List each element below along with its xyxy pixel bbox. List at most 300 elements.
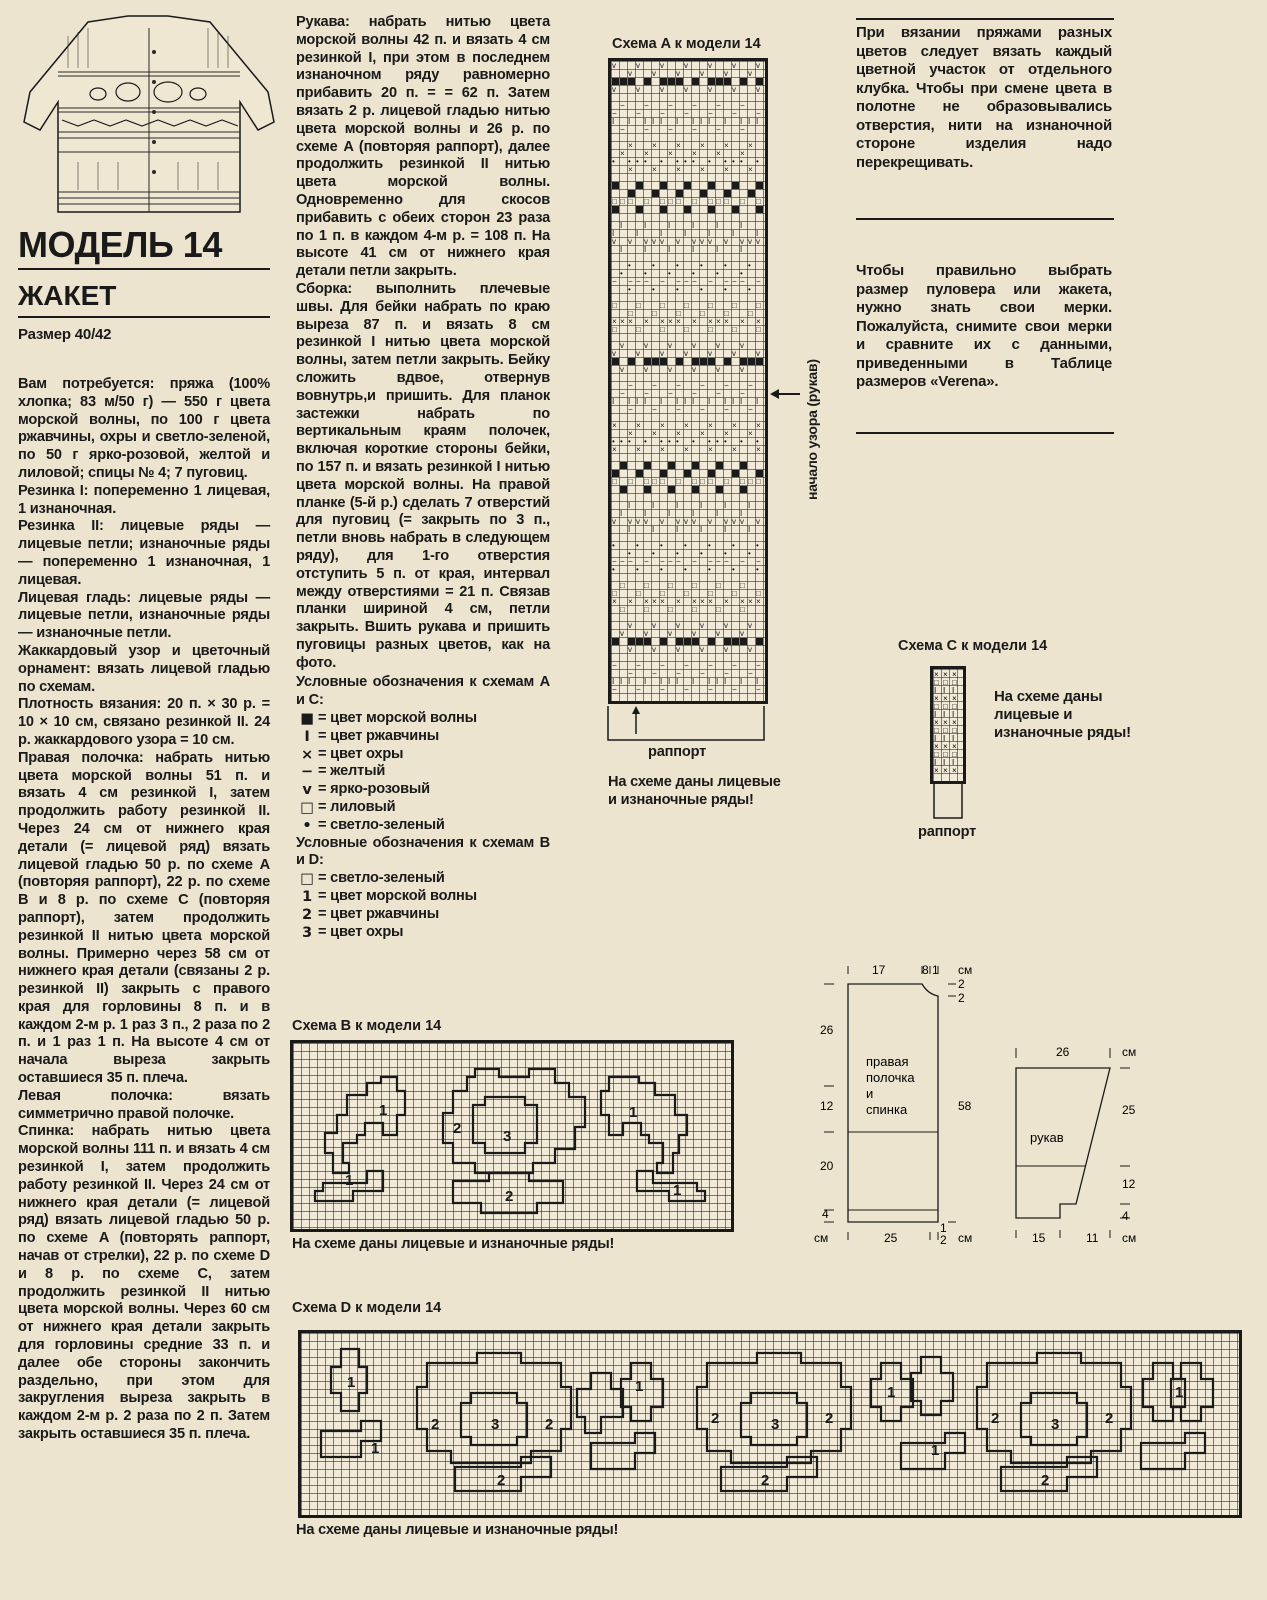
- chart-c-stitch: I: [934, 758, 937, 767]
- chart-a-stitch: ×: [724, 317, 729, 326]
- chart-a-stitch: −: [612, 277, 617, 286]
- chart-a-stitch: v: [700, 621, 704, 630]
- chart-a-stitch: −: [668, 557, 673, 566]
- chart-a-stitch: −: [644, 277, 649, 286]
- chart-a-stitch: I: [676, 501, 679, 510]
- legend-ac-symbol: v: [302, 781, 312, 799]
- chart-a-stitch: [652, 190, 659, 197]
- chart-a-stitch: •: [652, 549, 655, 558]
- chart-c-stitch: ×: [952, 718, 957, 727]
- chart-a-stitch: v: [652, 237, 656, 246]
- chart-a-stitch: □: [620, 581, 625, 590]
- chart-a-stitch: v: [636, 61, 640, 70]
- chart-a-stitch: v: [612, 85, 616, 94]
- chart-a-stitch: ×: [628, 165, 633, 174]
- chart-a-stitch: [668, 78, 675, 85]
- chart-a-stitch: •: [612, 437, 615, 446]
- chart-a-stitch: [684, 470, 691, 477]
- chart-a-stitch: v: [660, 61, 664, 70]
- chart-a-stitch: I: [676, 397, 679, 406]
- chart-a-stitch: □: [732, 589, 737, 598]
- chart-a-stitch: □: [732, 325, 737, 334]
- chart-a-stitch: I: [708, 677, 711, 686]
- chart-a-stitch: •: [740, 157, 743, 166]
- chart-a-stitch: v: [708, 85, 712, 94]
- chart-a-stitch: [636, 182, 643, 189]
- svg-text:1: 1: [347, 1374, 356, 1391]
- chart-a-stitch: −: [644, 557, 649, 566]
- chart-a-stitch: v: [748, 237, 752, 246]
- chart-a-stitch: −: [708, 661, 713, 670]
- chart-a-stitch: I: [748, 525, 751, 534]
- chart-a-stitch: v: [732, 61, 736, 70]
- chart-a-stitch: ×: [732, 445, 737, 454]
- chart-a-stitch: ×: [708, 597, 713, 606]
- chart-a-stitch: [716, 486, 723, 493]
- chart-a-stitch: −: [724, 381, 729, 390]
- chart-a-stitch: •: [676, 437, 679, 446]
- chart-c-stitch: □: [952, 750, 957, 759]
- chart-a-stitch: v: [692, 629, 696, 638]
- chart-a-stitch: I: [628, 117, 631, 126]
- svg-text:см: см: [1122, 1045, 1137, 1059]
- chart-a-stitch: □: [628, 197, 633, 206]
- chart-a-stitch: •: [732, 565, 735, 574]
- legend-bd-item: [296, 924, 550, 942]
- chart-a-stitch: −: [660, 661, 665, 670]
- chart-a-stitch: v: [716, 629, 720, 638]
- chart-a-stitch: −: [676, 557, 681, 566]
- chart-a-stitch: ×: [724, 141, 729, 150]
- chart-a-stitch: I: [668, 509, 671, 518]
- chart-a-stitch: [740, 78, 747, 85]
- svg-text:2: 2: [958, 991, 965, 1005]
- legend-ac-item: [296, 817, 550, 835]
- svg-text:2: 2: [711, 1410, 720, 1427]
- chart-a-stitch: [660, 78, 667, 85]
- chart-a-stitch: •: [644, 157, 647, 166]
- chart-a-stitch: [676, 190, 683, 197]
- chart-a-stitch: [660, 182, 667, 189]
- svg-text:спинка: спинка: [866, 1102, 908, 1117]
- svg-text:2: 2: [545, 1416, 554, 1433]
- chart-a-stitch: −: [732, 277, 737, 286]
- chart-a-stitch: I: [700, 525, 703, 534]
- chart-a-stitch: v: [676, 645, 680, 654]
- chart-a-stitch: v: [628, 645, 632, 654]
- chart-a-stitch: I: [652, 501, 655, 510]
- chart-a-stitch: •: [668, 269, 671, 278]
- chart-a-stitch: I: [740, 221, 743, 230]
- chart-a-stitch: v: [636, 85, 640, 94]
- garment-rule: [18, 316, 270, 318]
- chart-a-stitch: •: [684, 565, 687, 574]
- chart-a-stitch: □: [644, 605, 649, 614]
- chart-a-stitch: −: [636, 685, 641, 694]
- chart-a-stitch: I: [620, 245, 623, 254]
- svg-text:4: 4: [822, 1207, 829, 1221]
- chart-a-stitch: •: [716, 437, 719, 446]
- tip1-rule-bottom: [856, 218, 1114, 220]
- chart-a-stitch: −: [692, 277, 697, 286]
- chart-a-stitch: v: [660, 517, 664, 526]
- chart-a-stitch: I: [692, 221, 695, 230]
- svg-text:2: 2: [1105, 1410, 1114, 1427]
- pattern-sleeve: [996, 1040, 1158, 1260]
- svg-text:20: 20: [820, 1159, 834, 1173]
- chart-a-stitch: v: [668, 365, 672, 374]
- chart-a-stitch: −: [620, 389, 625, 398]
- chart-a-stitch: •: [700, 285, 703, 294]
- chart-a-stitch: ×: [676, 429, 681, 438]
- schema-a-repeat: раппорт: [648, 744, 707, 760]
- chart-a-stitch: −: [628, 669, 633, 678]
- chart-c-stitch: ×: [934, 742, 939, 751]
- chart-a-stitch: ×: [716, 317, 721, 326]
- svg-text:4: 4: [1122, 1209, 1129, 1223]
- legend-ac-symbol: •: [302, 816, 312, 834]
- legend-ac-text: = цвет ржавчины: [318, 727, 439, 744]
- chart-a-stitch: ×: [676, 597, 681, 606]
- chart-a-stitch: I: [756, 677, 759, 686]
- chart-a-stitch: ×: [732, 421, 737, 430]
- chart-a-stitch: [612, 182, 619, 189]
- chart-a-stitch: I: [756, 117, 759, 126]
- chart-a-stitch: v: [628, 69, 632, 78]
- legend-ac-item: [296, 781, 550, 799]
- chart-a-stitch: •: [756, 437, 759, 446]
- chart-a-stitch: [740, 638, 747, 645]
- svg-text:25: 25: [1122, 1103, 1136, 1117]
- chart-a-stitch: −: [684, 109, 689, 118]
- chart-a-stitch: −: [676, 669, 681, 678]
- chart-a-stitch: •: [676, 157, 679, 166]
- chart-a-stitch: •: [628, 549, 631, 558]
- chart-a-stitch: v: [676, 237, 680, 246]
- chart-a-stitch: •: [724, 157, 727, 166]
- chart-a-stitch: ×: [692, 317, 697, 326]
- chart-a-stitch: □: [676, 197, 681, 206]
- chart-a-stitch: ×: [748, 165, 753, 174]
- chart-a-stitch: [700, 190, 707, 197]
- chart-a-stitch: •: [612, 541, 615, 550]
- chart-a-stitch: [732, 470, 739, 477]
- chart-a-stitch: ×: [692, 149, 697, 158]
- chart-a-stitch: [740, 462, 747, 469]
- chart-a-stitch: •: [644, 269, 647, 278]
- chart-a-stitch: −: [708, 109, 713, 118]
- svg-text:58: 58: [958, 1099, 972, 1113]
- chart-a-stitch: −: [612, 557, 617, 566]
- chart-a-stitch: v: [636, 349, 640, 358]
- chart-a-stitch: I: [724, 501, 727, 510]
- chart-a-stitch: •: [668, 437, 671, 446]
- schema-d-grid: [298, 1330, 1242, 1518]
- chart-a-stitch: □: [692, 197, 697, 206]
- chart-a-stitch: −: [716, 557, 721, 566]
- svg-text:1: 1: [629, 1104, 638, 1121]
- chart-a-stitch: □: [684, 301, 689, 310]
- schema-c-grid: [930, 666, 966, 784]
- chart-c-stitch: ×: [952, 670, 957, 679]
- chart-a-stitch: I: [740, 245, 743, 254]
- legend-ac-text: = лиловый: [318, 799, 396, 816]
- chart-a-stitch: v: [708, 237, 712, 246]
- chart-a-stitch: [756, 638, 763, 645]
- chart-a-stitch: −: [636, 661, 641, 670]
- chart-a-stitch: −: [660, 685, 665, 694]
- chart-a-stitch: ×: [660, 597, 665, 606]
- chart-a-stitch: −: [676, 277, 681, 286]
- chart-a-stitch: ×: [708, 317, 713, 326]
- chart-a-stitch: I: [716, 677, 719, 686]
- chart-a-stitch: [692, 486, 699, 493]
- chart-a-stitch: □: [636, 589, 641, 598]
- chart-a-stitch: •: [732, 541, 735, 550]
- chart-a-stitch: •: [660, 437, 663, 446]
- chart-a-stitch: −: [652, 405, 657, 414]
- chart-a-stitch: ×: [652, 165, 657, 174]
- chart-a-stitch: •: [660, 565, 663, 574]
- chart-c-stitch: ×: [934, 670, 939, 679]
- chart-a-stitch: •: [612, 565, 615, 574]
- svg-text:рукав: рукав: [1030, 1130, 1064, 1145]
- para-right-front: Правая полочка: набрать нитью цвета морской волны 51 п. и вязать 4 см резинкой I, затем продолжить работу резинкой II. Через 24 см от нижнего края детали (= лицевой ряд) вязать лицевой гладью 50 р. по схеме A (повторяя раппорт), 22 р. по схеме B и 8 р. по схеме C (повторяя раппорт), затем продолжить резинкой II нитью цвета морской волны. Примерно через 58 см от нижнего края детали (связаны 2 р. резинкой II) закрыть с правого края для горловины 8 п. и в каждом 2-м р. 1 раз 3 п., 2 раза по 2 п. и 1 раз 1 п. На высоте 4 см от начала выреза закрыть оставшиеся 35 п. плеча.: [18, 749, 270, 1087]
- chart-a-stitch: −: [684, 277, 689, 286]
- chart-a-stitch: [740, 486, 747, 493]
- svg-text:2: 2: [940, 1233, 947, 1247]
- chart-a-stitch: •: [684, 541, 687, 550]
- chart-a-stitch: [612, 358, 619, 365]
- chart-a-stitch: □: [644, 477, 649, 486]
- chart-a-stitch: I: [652, 117, 655, 126]
- chart-a-stitch: v: [756, 85, 760, 94]
- chart-a-stitch: □: [756, 197, 761, 206]
- chart-c-stitch: I: [943, 710, 946, 719]
- chart-a-stitch: v: [620, 365, 624, 374]
- chart-a-stitch: [636, 638, 643, 645]
- chart-a-stitch: ×: [660, 317, 665, 326]
- chart-a-stitch: ×: [652, 429, 657, 438]
- legend-ac-text: = светло-зеленый: [318, 816, 445, 833]
- chart-a-stitch: −: [628, 557, 633, 566]
- chart-a-stitch: ×: [740, 149, 745, 158]
- svg-text:1: 1: [371, 1440, 380, 1457]
- chart-a-stitch: I: [692, 117, 695, 126]
- svg-text:2: 2: [825, 1410, 834, 1427]
- chart-a-stitch: I: [660, 229, 663, 238]
- chart-a-stitch: −: [652, 381, 657, 390]
- chart-a-stitch: [716, 462, 723, 469]
- chart-a-stitch: •: [700, 549, 703, 558]
- chart-a-stitch: I: [716, 221, 719, 230]
- chart-a-stitch: ×: [612, 597, 617, 606]
- chart-a-stitch: v: [748, 645, 752, 654]
- chart-c-stitch: ×: [943, 742, 948, 751]
- chart-a-stitch: □: [700, 477, 705, 486]
- chart-a-stitch: [724, 638, 731, 645]
- chart-a-stitch: •: [684, 157, 687, 166]
- chart-a-stitch: ×: [684, 421, 689, 430]
- chart-a-stitch: I: [620, 509, 623, 518]
- svg-text:2: 2: [505, 1188, 514, 1205]
- legend-bd-text: = цвет морской волны: [318, 888, 477, 905]
- legend-ac-symbol: □: [300, 799, 314, 817]
- chart-a-stitch: v: [700, 69, 704, 78]
- chart-a-stitch: [644, 462, 651, 469]
- legend-ac-item: [296, 746, 550, 764]
- svg-text:2: 2: [1041, 1472, 1050, 1489]
- chart-a-stitch: v: [740, 629, 744, 638]
- chart-a-stitch: I: [692, 397, 695, 406]
- chart-a-stitch: v: [724, 69, 728, 78]
- chart-a-stitch: −: [660, 557, 665, 566]
- chart-a-stitch: •: [676, 549, 679, 558]
- instructions-col2: [296, 14, 550, 941]
- chart-a-stitch: −: [692, 101, 697, 110]
- chart-a-stitch: ×: [748, 141, 753, 150]
- svg-text:полочка: полочка: [866, 1070, 915, 1085]
- svg-text:15: 15: [1032, 1231, 1046, 1245]
- chart-a-stitch: v: [740, 365, 744, 374]
- chart-c-stitch: ×: [952, 694, 957, 703]
- legend-bd-symbol: 3: [302, 923, 312, 941]
- chart-a-stitch: −: [740, 389, 745, 398]
- chart-a-stitch: I: [724, 525, 727, 534]
- chart-a-stitch: [652, 358, 659, 365]
- chart-a-stitch: [628, 638, 635, 645]
- chart-c-stitch: □: [943, 750, 948, 759]
- chart-a-stitch: •: [708, 157, 711, 166]
- svg-text:2: 2: [497, 1472, 506, 1489]
- chart-a-stitch: •: [724, 437, 727, 446]
- chart-a-stitch: [724, 358, 731, 365]
- chart-a-stitch: −: [756, 685, 761, 694]
- chart-a-stitch: [708, 78, 715, 85]
- chart-a-stitch: ×: [668, 149, 673, 158]
- chart-a-stitch: [700, 358, 707, 365]
- model-title: МОДЕЛЬ 14: [18, 224, 222, 265]
- legend-bd-symbol: □: [300, 870, 314, 888]
- chart-c-stitch: ×: [943, 670, 948, 679]
- chart-a-stitch: •: [644, 437, 647, 446]
- tip2: Чтобы правильно выбрать размер пуловера или жакета, нужно знать свои мерки. Пожалуйста, снимите свои мерки и сравните их с данными, приведенными в Таблице размеров «Verena».: [856, 262, 1112, 390]
- chart-a-stitch: □: [620, 605, 625, 614]
- schema-c-repeat: раппорт: [918, 824, 977, 840]
- chart-a-stitch: •: [620, 269, 623, 278]
- chart-a-stitch: •: [628, 261, 631, 270]
- chart-a-stitch: −: [732, 661, 737, 670]
- chart-a-stitch: −: [692, 389, 697, 398]
- schema-c-repeat-bracket: [932, 784, 964, 820]
- chart-a-stitch: □: [692, 605, 697, 614]
- chart-a-stitch: −: [620, 101, 625, 110]
- chart-a-stitch: □: [716, 605, 721, 614]
- chart-a-stitch: •: [740, 269, 743, 278]
- chart-a-stitch: −: [700, 669, 705, 678]
- chart-a-stitch: ×: [756, 317, 761, 326]
- chart-a-stitch: v: [684, 517, 688, 526]
- chart-a-stitch: −: [612, 661, 617, 670]
- chart-a-stitch: v: [660, 237, 664, 246]
- chart-a-stitch: □: [628, 309, 633, 318]
- chart-a-stitch: □: [740, 477, 745, 486]
- chart-a-stitch: [716, 78, 723, 85]
- chart-a-stitch: □: [724, 309, 729, 318]
- chart-a-stitch: •: [740, 437, 743, 446]
- chart-a-stitch: □: [660, 589, 665, 598]
- chart-a-stitch: ×: [700, 429, 705, 438]
- chart-a-stitch: −: [748, 669, 753, 678]
- chart-a-stitch: I: [756, 397, 759, 406]
- chart-a-stitch: v: [724, 645, 728, 654]
- chart-a-stitch: ×: [628, 429, 633, 438]
- chart-a-stitch: −: [700, 381, 705, 390]
- para-sleeves: Рукава: набрать нитью цвета морской волны 42 п. и вязать 4 см резинкой I, при этом в последнем изнаночном ряду равномерно прибавить 20 п. = = 62 п. Затем вязать 2 р. лицевой гладью нитью цвета морской волны и 26 р. по схеме A (повторяя раппорт), далее продолжить резинкой II нитью цвета морской волны. Одновременно для скосов прибавить с обеих сторон 23 раза по 1 п. в каждом 4-м р. = 108 п. На высоте 41 см от нижнего края детали петли закрыть.: [296, 14, 550, 280]
- chart-a-stitch: •: [708, 541, 711, 550]
- chart-a-stitch: v: [660, 349, 664, 358]
- chart-a-stitch: □: [660, 197, 665, 206]
- chart-c-stitch: □: [952, 726, 957, 735]
- chart-a-stitch: v: [740, 237, 744, 246]
- chart-a-stitch: [644, 78, 651, 85]
- chart-a-stitch: I: [612, 117, 615, 126]
- chart-a-stitch: □: [628, 477, 633, 486]
- chart-a-stitch: [756, 182, 763, 189]
- chart-a-stitch: [756, 470, 763, 477]
- legend-bd-symbol: 1: [302, 888, 312, 906]
- chart-a-stitch: I: [716, 509, 719, 518]
- chart-a-stitch: [636, 470, 643, 477]
- chart-a-stitch: □: [708, 477, 713, 486]
- pattern-body: [812, 960, 988, 1260]
- chart-a-stitch: [724, 78, 731, 85]
- chart-a-stitch: v: [708, 517, 712, 526]
- chart-a-stitch: •: [660, 157, 663, 166]
- chart-a-stitch: v: [756, 237, 760, 246]
- svg-text:1: 1: [931, 1442, 940, 1459]
- svg-text:1: 1: [635, 1378, 644, 1395]
- chart-a-stitch: •: [716, 269, 719, 278]
- chart-a-stitch: −: [732, 685, 737, 694]
- chart-a-stitch: I: [700, 501, 703, 510]
- chart-a-stitch: [748, 190, 755, 197]
- chart-a-stitch: ×: [620, 149, 625, 158]
- chart-a-stitch: v: [684, 349, 688, 358]
- chart-a-stitch: I: [740, 509, 743, 518]
- chart-a-stitch: •: [756, 541, 759, 550]
- legend-ac-symbol: ■: [300, 710, 314, 728]
- tip2-rule-bottom: [856, 432, 1114, 434]
- chart-a-stitch: □: [676, 309, 681, 318]
- chart-a-stitch: −: [620, 557, 625, 566]
- chart-a-stitch: I: [732, 229, 735, 238]
- chart-a-stitch: v: [652, 621, 656, 630]
- chart-a-stitch: ×: [676, 141, 681, 150]
- chart-a-stitch: −: [740, 277, 745, 286]
- chart-a-stitch: v: [636, 517, 640, 526]
- svg-text:8: 8: [922, 963, 929, 977]
- chart-a-stitch: □: [708, 301, 713, 310]
- tip1: При вязании пряжами разных цветов следует вязать каждый цветной участок от отдельного клубка. Чтобы при смене цвета в полотне не образовывались отверстия, нити на изнаночной стороне изделия надо перекрещивать.: [856, 24, 1112, 171]
- chart-a-stitch: [732, 206, 739, 213]
- chart-a-stitch: −: [644, 125, 649, 134]
- chart-a-stitch: v: [644, 341, 648, 350]
- chart-a-stitch: □: [612, 197, 617, 206]
- svg-text:2: 2: [761, 1472, 770, 1489]
- chart-a-stitch: □: [636, 325, 641, 334]
- chart-a-stitch: •: [732, 157, 735, 166]
